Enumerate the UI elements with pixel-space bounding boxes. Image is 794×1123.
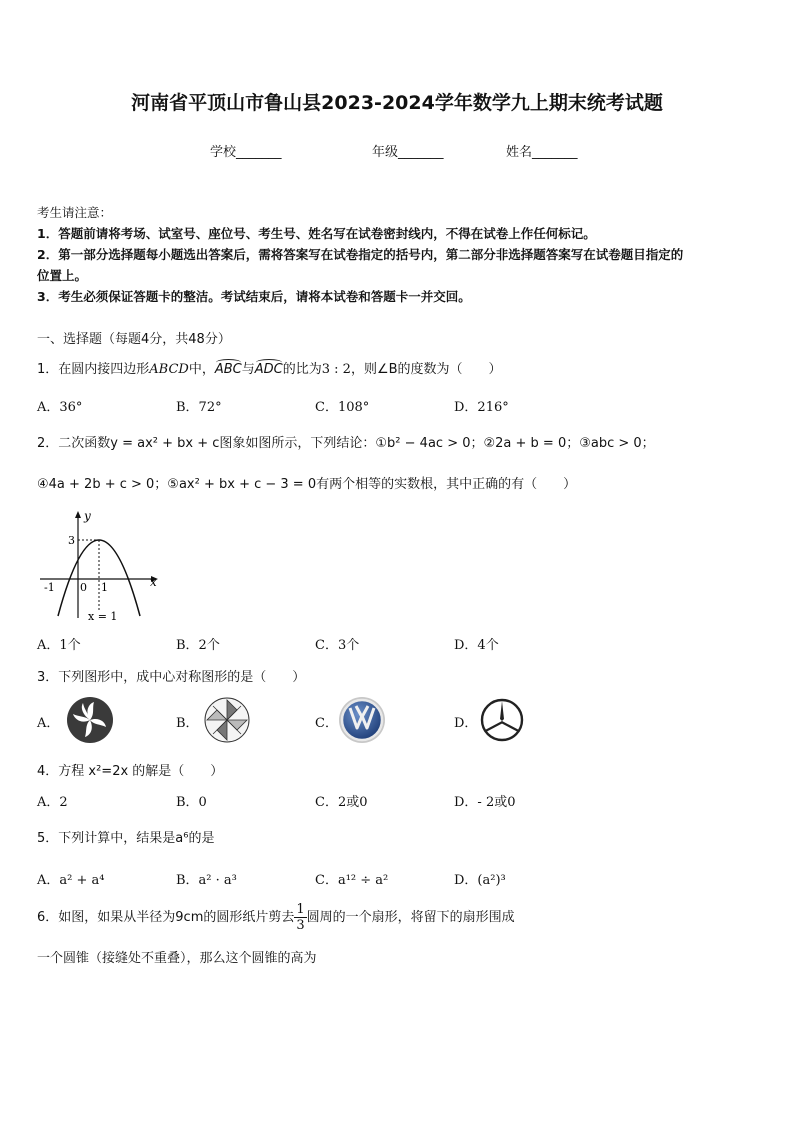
notice-item-3: 3．考生必须保证答题卡的整洁。考试结束后，请将本试卷和答题卡一并交回。 xyxy=(37,289,471,304)
q1-mid3: 的比为 xyxy=(282,362,322,377)
q3-option-c[interactable]: C． xyxy=(315,716,338,731)
mercedes-star-icon xyxy=(479,697,525,743)
q6-frac-num: 1 xyxy=(296,902,305,917)
q6-pre: 6．如图，如果从半径为9cm的圆形纸片剪去 xyxy=(37,910,295,925)
q5-option-b[interactable]: B．a² · a³ xyxy=(176,873,237,888)
volkswagen-logo-icon xyxy=(338,696,386,744)
question-6-line-1 xyxy=(37,902,515,933)
q1-option-c[interactable]: C．108° xyxy=(315,400,370,415)
q2-option-a[interactable]: A．1个 xyxy=(37,638,81,653)
question-6-line-2: 一个圆锥（接缝处不重叠），那么这个圆锥的高为 xyxy=(37,951,317,966)
q4-option-a[interactable]: A．2 xyxy=(37,795,68,810)
q3-option-d[interactable]: D． xyxy=(454,716,478,731)
q1-option-b[interactable]: B．72° xyxy=(176,400,222,415)
notice-item-1: 1．答题前请将考场、试室号、座位号、考生号、姓名写在试卷密封线内，不得在试卷上作任何标记。 xyxy=(37,226,596,241)
q2-option-c[interactable]: C．3个 xyxy=(315,638,360,653)
notice-heading: 考生请注意： xyxy=(37,205,113,220)
q1-quad: ABCD xyxy=(149,362,189,377)
q5-option-c[interactable]: C．a¹² ÷ a² xyxy=(315,873,389,888)
q1-option-a[interactable]: A．36° xyxy=(37,400,83,415)
parabola-graph xyxy=(38,506,168,624)
q4-option-d[interactable]: D．- 2或0 xyxy=(454,795,516,810)
question-1 xyxy=(37,358,502,377)
graph-axis-of-symmetry-label: x = 1 xyxy=(88,610,118,623)
section-heading: 一、选择题（每题4分，共48分） xyxy=(37,332,231,347)
question-2-line-1: 2．二次函数y = ax² + bx + c图象如图所示，下列结论：①b² − 4ac > 0；②2a + b = 0；③abc > 0； xyxy=(37,436,655,451)
q1-ratio: 3 : 2 xyxy=(321,362,351,377)
q3-option-b[interactable]: B． xyxy=(176,716,199,731)
q1-arc-adc: ADC xyxy=(254,362,283,377)
graph-x-tick-neg1: -1 xyxy=(44,581,55,594)
question-2-line-2: ④4a + 2b + c > 0；⑤ax² + bx + c − 3 = 0有两个相等的实数根，其中正确的有（ ） xyxy=(37,477,577,492)
notice-item-2-cont: 位置上。 xyxy=(37,268,88,283)
graph-x-label: x xyxy=(150,575,157,589)
q4-option-c[interactable]: C．2或0 xyxy=(315,795,368,810)
graph-x-tick-0: 0 xyxy=(80,581,87,594)
graph-y-tick: 3 xyxy=(68,534,75,547)
q6-post: 圆周的一个扇形，将留下的扇形围成 xyxy=(306,910,515,925)
question-5: 5．下列计算中，结果是a⁶的是 xyxy=(37,831,215,846)
q5-option-a[interactable]: A．a² + a⁴ xyxy=(37,873,105,888)
name-field: 姓名_______ xyxy=(506,145,578,160)
q1-pre: 1．在圆内接四边形 xyxy=(37,362,150,377)
grade-field: 年级_______ xyxy=(372,145,444,160)
q6-fraction xyxy=(294,902,306,933)
q1-post: ，则∠B的度数为（ ） xyxy=(350,362,502,377)
q6-frac-den: 3 xyxy=(296,918,305,933)
question-4: 4．方程 x²=2x 的解是（ ） xyxy=(37,764,224,779)
question-3: 3．下列图形中，成中心对称图形的是（ ） xyxy=(37,670,306,685)
graph-y-label: y xyxy=(84,509,91,523)
pinwheel-icon xyxy=(204,697,250,743)
q2-option-d[interactable]: D．4个 xyxy=(454,638,499,653)
hong-kong-bauhinia-icon xyxy=(66,696,114,744)
q3-option-a[interactable]: A． xyxy=(37,716,60,731)
notice-item-2: 2．第一部分选择题每小题选出答案后，需将答案写在试卷指定的括号内，第二部分非选择题答案写在试卷题目指定的 xyxy=(37,247,684,262)
q1-option-d[interactable]: D．216° xyxy=(454,400,509,415)
q1-mid2: 与 xyxy=(241,362,255,377)
q5-option-d[interactable]: D．(a²)³ xyxy=(454,873,506,888)
school-field: 学校_______ xyxy=(210,145,282,160)
q2-option-b[interactable]: B．2个 xyxy=(176,638,220,653)
exam-title: 河南省平顶山市鲁山县2023-2024学年数学九上期末统考试题 xyxy=(131,92,663,114)
graph-x-tick-1: 1 xyxy=(101,581,108,594)
q1-arc-abc: ABC xyxy=(214,362,242,377)
q4-option-b[interactable]: B．0 xyxy=(176,795,207,810)
q1-mid1: 中， xyxy=(188,362,215,377)
